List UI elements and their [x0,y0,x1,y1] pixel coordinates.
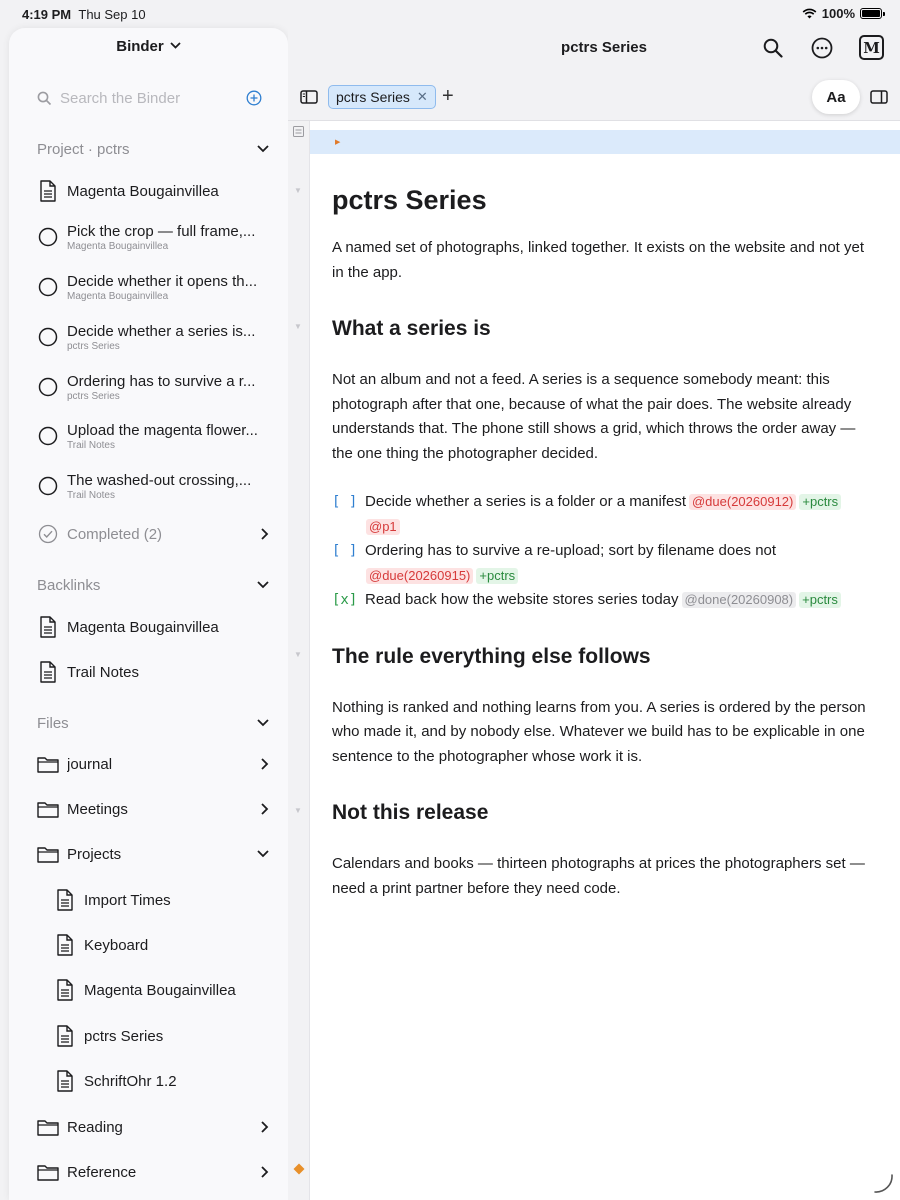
chevron-down-icon [257,719,269,727]
folder-item-reference[interactable]: Reference [37,1160,269,1184]
chevron-right-icon [261,803,269,815]
folder-icon [37,801,59,818]
chevron-right-icon [261,528,269,540]
paragraph: Not an album and not a feed. A series is a sequence somebody meant: this photograph after that one, because of what the pair does. The website already understands that. The phone still shows a grid, which throws the order away — the one thing the photographer decided. [332,371,856,462]
backlink-item[interactable]: Trail Notes [37,660,269,684]
file-item-import-times[interactable]: Import Times [54,888,269,912]
due-tag[interactable]: @due(20260915) [366,568,473,584]
folder-item-journal[interactable]: journal [37,752,269,776]
task-circle-icon[interactable] [38,227,58,247]
file-item-pctrs-series[interactable]: pctrs Series [54,1024,269,1048]
completed-tasks-toggle[interactable]: Completed (2) [37,522,269,546]
folder-icon [37,756,59,773]
document-title-bar: pctrs Series [561,39,647,56]
search-icon [37,91,52,106]
backlink-item[interactable]: Magenta Bougainvillea [37,615,269,639]
task-checkbox[interactable]: [ ] [332,494,358,510]
new-tab-button[interactable]: + [442,85,454,107]
binder-search[interactable] [37,89,262,107]
project-tag[interactable]: +pctrs [476,568,518,584]
project-tag[interactable]: +pctrs [799,592,841,608]
section-heading: Not this release [332,801,489,824]
wifi-icon [802,8,817,19]
done-tag[interactable]: @done(20260908) [682,592,797,608]
project-note-item[interactable]: Magenta Bougainvillea [37,179,269,203]
loading-spinner-icon [872,1172,894,1194]
document-icon [39,616,57,638]
text-format-button[interactable]: Aa [812,80,860,114]
task-item[interactable]: The washed-out crossing,... Trail Notes [37,471,269,501]
chevron-down-icon [257,145,269,153]
frontmatter-collapsed[interactable] [310,130,900,154]
status-right [802,6,882,21]
section-heading: The rule everything else follows [332,644,651,668]
files-section-header[interactable]: Files [37,712,269,734]
folder-item-meetings[interactable]: Meetings [37,797,269,821]
task-circle-icon[interactable] [38,277,58,297]
editor-gutter [288,121,310,1200]
due-tag[interactable]: @due(20260912) [689,494,796,510]
document-icon [56,1025,74,1047]
folder-icon [37,1164,59,1181]
binder-title-button[interactable]: Binder [9,38,288,55]
search-icon[interactable] [763,38,783,58]
project-section-header[interactable]: Project · pctrs [37,138,269,160]
chevron-right-icon [261,758,269,770]
task-line[interactable]: [x] Read back how the website stores series today @done(20260908) +pctrs [332,588,877,613]
sidebar-toggle-icon[interactable] [300,90,318,104]
task-item[interactable]: Decide whether a series is... pctrs Series [37,322,269,352]
task-item[interactable]: Pick the crop — full frame,... Magenta Bougainvillea [37,222,269,252]
task-circle-icon[interactable] [38,327,58,347]
close-tab-icon[interactable]: ✕ [416,89,428,104]
search-input[interactable] [58,89,232,108]
project-tag[interactable]: +pctrs [799,494,841,510]
document-icon [56,1070,74,1092]
task-checkbox[interactable]: [ ] [332,543,358,559]
task-line[interactable]: [ ] Decide whether a series is a folder or a manifest @due(20260912) +pctrs @p1 [332,490,877,539]
fold-toggle-icon[interactable]: ▼ [294,322,302,331]
document-icon [56,979,74,1001]
document-icon [56,934,74,956]
task-checkbox-done[interactable]: [x] [332,592,358,608]
task-circle-icon[interactable] [38,476,58,496]
file-item-schriftohr[interactable]: SchriftOhr 1.2 [54,1069,269,1093]
task-line[interactable]: [ ] Ordering has to survive a re-upload; sort by filename does not @due(20260915) +pctrs [332,539,877,588]
folder-icon [37,1119,59,1136]
chevron-down-icon [257,850,269,858]
backlinks-section-header[interactable]: Backlinks [37,574,269,596]
battery-percent: 100% [821,6,855,21]
document-icon [39,661,57,683]
intro-paragraph: A named set of photographs, linked together. It exists on the website and not yet in the app. [332,239,865,281]
task-item[interactable]: Ordering has to survive a r... pctrs Series [37,372,269,402]
section-heading: What a series is [332,317,491,340]
file-item-keyboard[interactable]: Keyboard [54,933,269,957]
document-tab[interactable]: pctrs Series ✕ [328,85,436,109]
task-list [332,490,877,613]
document-icon [56,889,74,911]
document-content[interactable] [332,183,877,901]
checkmark-circle-icon [38,524,58,544]
file-item-magenta-bougainvillea[interactable]: Magenta Bougainvillea [54,978,269,1002]
document-heading: pctrs Series [332,185,487,215]
task-item[interactable]: Decide whether it opens th... Magenta Bougainvillea [37,272,269,302]
priority-tag[interactable]: @p1 [366,519,400,535]
binder-sidebar [9,28,288,1200]
more-options-icon[interactable] [811,37,833,59]
editor-pane[interactable] [310,121,900,1200]
battery-icon [860,8,882,19]
chevron-down-icon [170,42,181,49]
chevron-right-icon [261,1121,269,1133]
status-bar [0,0,900,28]
paragraph: Nothing is ranked and nothing learns from you. A series is ordered by the person who made it, and by nobody else. Whatever we build has to be explicable in one sentence to the photographer whose work it is. [332,698,866,765]
folder-item-reading[interactable]: Reading [37,1115,269,1139]
disclosure-triangle-icon[interactable]: ▶ [335,139,341,146]
paragraph: Calendars and books — thirteen photographs at prices the photographers set — need a print partner before they need code. [332,855,865,897]
document-icon [39,180,57,202]
task-circle-icon[interactable] [38,426,58,446]
folder-item-projects[interactable]: Projects [37,842,269,866]
folder-icon [37,846,59,863]
fold-toggle-icon[interactable]: ▼ [294,650,302,659]
fold-all-icon[interactable] [293,126,304,137]
task-item[interactable]: Upload the magenta flower... Trail Notes [37,421,269,451]
editor-toolbar [288,28,900,121]
fold-toggle-icon[interactable]: ▼ [294,806,302,815]
fold-toggle-icon[interactable]: ▼ [294,186,302,195]
inspector-toggle-icon[interactable] [870,90,888,104]
chevron-down-icon [257,581,269,589]
status-time: 4:19 PM Thu Sep 10 [22,7,146,22]
task-circle-icon[interactable] [38,377,58,397]
add-circle-icon[interactable] [246,90,262,106]
bookmark-diamond-icon[interactable] [293,1163,305,1175]
app-menu-icon[interactable]: M [859,35,884,60]
chevron-right-icon [261,1166,269,1178]
